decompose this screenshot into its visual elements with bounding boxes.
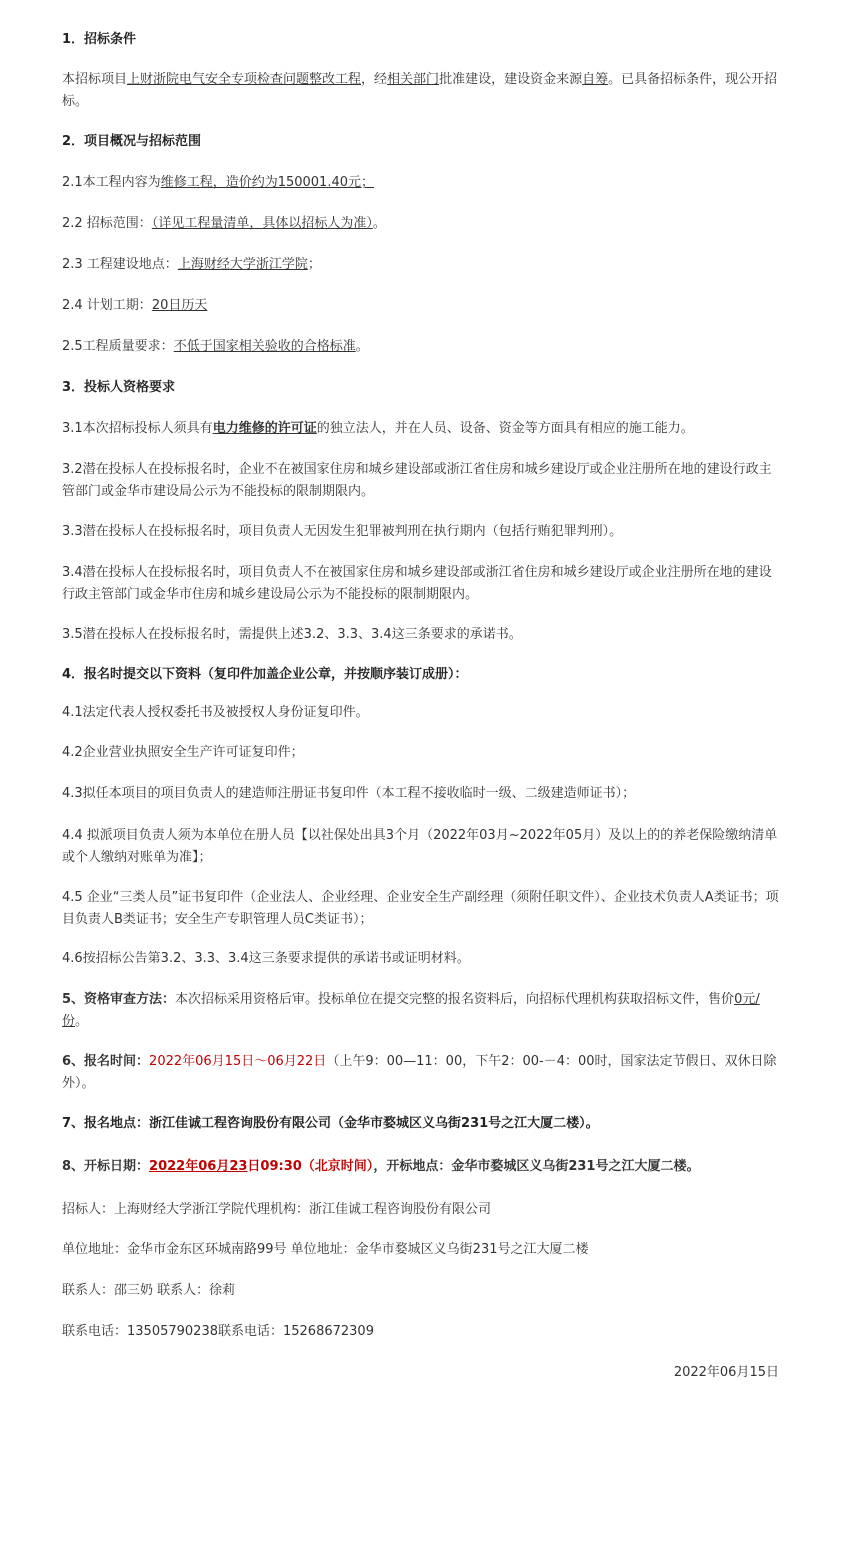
opening-date: 2022年06月23 (149, 1159, 248, 1174)
section-7: 7、报名地点：浙江佳诚工程咨询股份有限公司（金华市婺城区义乌街231号之江大厦二楼）。 (62, 1116, 599, 1131)
item-4-2: 4.2企业营业执照安全生产许可证复印件； (62, 745, 304, 760)
item-2-1: 2.1本工程内容为维修工程，造价约为150001.40元； (62, 175, 374, 190)
section-5-label: 5、资格审查方法： (62, 992, 176, 1007)
section-4-heading: 4．报名时提交以下资料（复印件加盖企业公章，并按顺序装订成册）： (62, 667, 468, 682)
section-5: 5、资格审查方法：本次招标采用资格后审。投标单位在提交完整的报名资料后，向招标代理机构获取招标文件，售价0元/份。 (62, 992, 760, 1029)
item-2-2: 2.2 招标范围：（详见工程量清单，具体以招标人为准）。 (62, 216, 386, 231)
item-3-4: 3.4潜在投标人在投标报名时，项目负责人不在被国家住房和城乡建设部或浙江省住房和城乡建设厅或企业注册所在地的建设行政主管部门或金华市住房和城乡建设局公示为不能投标的限制期限内。 (62, 565, 772, 602)
footer-parties: 招标人：上海财经大学浙江学院代理机构：浙江佳诚工程咨询股份有限公司 (62, 1202, 492, 1217)
item-2-3: 2.3 工程建设地点：上海财经大学浙江学院； (62, 257, 321, 272)
item-3-1: 3.1本次招标投标人须具有电力维修的许可证的独立法人，并在人员、设备、资金等方面具有相应的施工能力。 (62, 421, 694, 436)
section-8: 8、开标日期：2022年06月23日09:30（北京时间），开标地点：金华市婺城区义乌街231号之江大厦二楼。 (62, 1159, 700, 1174)
item-3-2: 3.2潜在投标人在投标报名时，企业不在被国家住房和城乡建设部或浙江省住房和城乡建设厅或企业注册所在地的建设行政主管部门或金华市建设局公示为不能投标的限制期限内。 (62, 462, 772, 499)
footer-address: 单位地址：金华市金东区环城南路99号 单位地址：金华市婺城区义乌街231号之江大厦二楼 (62, 1242, 589, 1257)
section-6: 6、报名时间：2022年06月15日～06月22日（上午9：00—11：00，下午2：00-－4：00时，国家法定节假日、双休日除外）。 (62, 1054, 777, 1091)
registration-dates: 2022年06月15日～06月22日 (149, 1054, 327, 1069)
section-1-text: 本招标项目上财浙院电气安全专项检查问题整改工程，经相关部门批准建设，建设资金来源自筹。已具备招标条件，现公开招标。 (62, 72, 778, 109)
section-1-heading: 1．招标条件 (62, 32, 137, 47)
document-price: 0元/份 (62, 992, 760, 1029)
item-4-5: 4.5 企业“三类人员”证书复印件（企业法人、企业经理、企业安全生产副经理（须附任职文件）、企业技术负责人A类证书；项目负责人B类证书；安全生产专职管理人员C类证书）； (62, 890, 779, 927)
item-4-4: 4.4 拟派项目负责人须为本单位在册人员【以社保处出具3个月（2022年03月~2022年05月）及以上的的养老保险缴纳清单或个人缴纳对账单为准】； (62, 828, 778, 865)
item-2-4: 2.4 计划工期：20日历天 (62, 298, 208, 313)
item-2-5: 2.5工程质量要求：不低于国家相关验收的合格标准。 (62, 339, 369, 354)
project-name: 上财浙院电气安全专项检查问题整改工程 (127, 72, 362, 87)
footer-date: 2022年06月15日 (673, 1365, 779, 1380)
section-2-heading: 2．项目概况与招标范围 (62, 134, 202, 149)
item-3-5: 3.5潜在投标人在投标报名时，需提供上述3.2、3.3、3.4这三条要求的承诺书。 (62, 627, 522, 642)
item-4-6: 4.6按招标公告第3.2、3.3、3.4这三条要求提供的承诺书或证明材料。 (62, 951, 470, 966)
footer-contact: 联系人：邵三奶 联系人：徐莉 (62, 1283, 236, 1298)
section-8-label: 8、开标日期： (62, 1159, 150, 1174)
item-4-1: 4.1法定代表人授权委托书及被授权人身份证复印件。 (62, 705, 369, 720)
item-3-3: 3.3潜在投标人在投标报名时，项目负责人无因发生犯罪被判刑在执行期内（包括行贿犯罪判刑）。 (62, 524, 623, 539)
section-6-label: 6、报名时间： (62, 1054, 150, 1069)
item-4-3: 4.3拟任本项目的项目负责人的建造师注册证书复印件（本工程不接收临时一级、二级建造师证书）； (62, 786, 636, 801)
section-3-heading: 3．投标人资格要求 (62, 380, 176, 395)
footer-phone: 联系电话：13505790238联系电话：15268672309 (62, 1324, 374, 1339)
